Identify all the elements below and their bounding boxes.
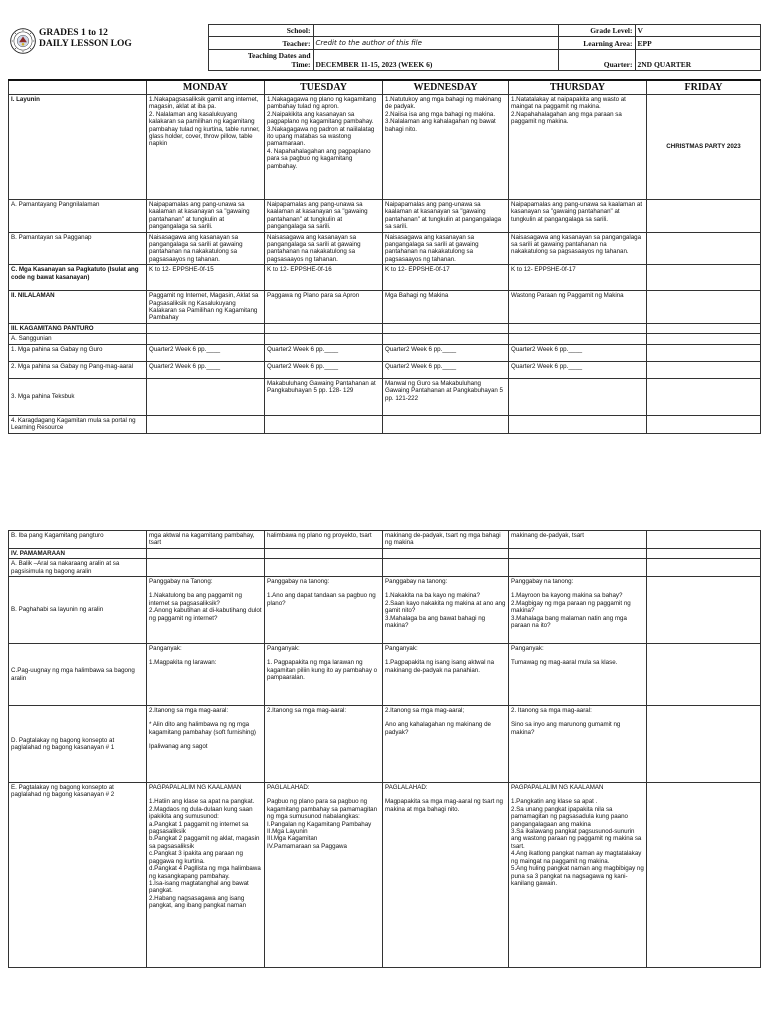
cell-tuesday: [265, 577, 383, 644]
cell-line: 2.Magbigay ng mga paraan ng paggamit ng makina?: [511, 599, 631, 615]
grade-level-value: V: [635, 25, 760, 37]
cell-friday: [647, 344, 761, 361]
cell-line: [511, 791, 644, 798]
cell-friday: [647, 361, 761, 378]
lesson-row: [9, 577, 761, 644]
cell-line: Naipapamalas ang pang-unawa sa kaalaman at kasanayan sa "gawaing pantahanan" at tungkulin at pangangalaga sa sarili.: [511, 201, 643, 223]
row-label: A. Sanggunian: [9, 334, 147, 344]
cell-line: 3.Mahalaga ba ang bawat bahagi ng makina?: [385, 614, 486, 630]
cell-line: Manwal ng Guro sa Makabuluhang Gawaing Pantahanan at Pangkabuhayan 5 pp. 121-222: [385, 379, 504, 402]
cell-line: Naipapamalas ang pang-unawa sa kaalaman at kasanayan sa "gawaing pantahanan" at tungkulin at pangangalaga sa sarili.: [385, 201, 502, 231]
cell-line: IV.Pamamaraan sa Paggawa: [267, 842, 347, 850]
cell-line: 2.Sa unang pangkat ipapakita nila sa pamamagitan ng pagsasadula kung paano pangangalagaan ang makina: [511, 805, 628, 828]
grade-level-label: Grade Level:: [558, 25, 635, 37]
school-label: School:: [208, 25, 313, 37]
lesson-row: [9, 559, 761, 577]
cell-thursday: [509, 378, 647, 415]
lesson-row: [9, 531, 761, 549]
cell-thursday: [509, 577, 647, 644]
cell-line: Naisasagawa ang kasanayan sa pangangalaga sa sarili at gawaing pantahanan na nakakatulong sa pagsasaayos ng tahanan.: [267, 233, 361, 263]
cell-line: 1.Isa-isang magtatanghal ang bawat pangkat.: [149, 879, 249, 895]
cell-monday: [147, 531, 265, 549]
cell-line: a.Pangkat 1 paggamit ng internet sa pagsasaliksik: [149, 820, 249, 836]
cell-line: b.Pangkat 2 paggamit ng aklat, magasin sa pagsasaliksik: [149, 835, 260, 850]
cell-friday: [647, 644, 761, 706]
cell-friday: [647, 323, 761, 333]
cell-friday: [647, 577, 761, 644]
cell-line: Naipapamalas ang pang-unawa sa kaalaman at kasanayan sa "gawaing pantahanan" at tungkulin at pangangalaga sa sarili.: [267, 201, 368, 231]
cell-friday: [647, 291, 761, 324]
cell-line: [385, 585, 506, 592]
teacher-label: Teacher:: [208, 37, 313, 50]
teaching-dates-label: [208, 50, 313, 71]
lesson-row: [9, 644, 761, 706]
teaching-dates-value: DECEMBER 11-15, 2023 (WEEK 6): [313, 50, 558, 71]
cell-line: [511, 585, 644, 592]
learning-area-label: Learning Area:: [558, 37, 635, 50]
cell-monday: [147, 265, 265, 291]
cell-line: Quarter2 Week 6 pp.____: [511, 362, 583, 370]
cell-line: Panggabay na tanong:: [385, 578, 448, 586]
lesson-row: [9, 361, 761, 378]
cell-friday: [647, 415, 761, 433]
lesson-table-page-1: [8, 79, 761, 434]
cell-line: Naisasagawa ang kasanayan sa pangangalaga sa sarili at gawaing pantahanan na nakakatulong sa pagsasaayos ng tahanan.: [385, 233, 479, 263]
cell-line: 2.Napahahalagahan ang mga paraan sa paggamit ng makina.: [511, 110, 622, 126]
row-label: B. Paghahabi sa layunin ng aralin: [9, 577, 147, 644]
cell-thursday: [509, 323, 647, 333]
lesson-row: [9, 291, 761, 324]
cell-tuesday: [265, 548, 383, 558]
cell-line: [511, 652, 644, 659]
cell-line: 2.Naipakikita ang kasanayan sa pagpaplano ng kagamitang pambahay.: [267, 110, 374, 126]
cell-friday: [647, 783, 761, 968]
cell-friday: [647, 95, 761, 200]
cell-tuesday: [265, 783, 383, 968]
cell-line: 3.Mahalaga bang malaman natin ang mga paraan na ito?: [511, 614, 627, 630]
cell-wednesday: [383, 559, 509, 577]
cell-line: Sino sa inyo ang marunong gumamit ng makina?: [511, 721, 621, 736]
cell-thursday: [509, 334, 647, 344]
cell-line: 1.Mayroon ba kayong makina sa bahay?: [511, 592, 623, 600]
cell-line: 1.Magpakita ng larawan:: [149, 659, 217, 667]
day-tuesday: TUESDAY: [265, 80, 383, 95]
cell-thursday: [509, 291, 647, 324]
cell-monday: [147, 548, 265, 558]
cell-thursday: [509, 344, 647, 361]
cell-line: [149, 791, 262, 798]
cell-line: 2.Naiisa isa ang mga bahagi ng makina.: [385, 110, 496, 118]
cell-line: Panganyak:: [267, 645, 300, 653]
cell-wednesday: [383, 548, 509, 558]
cell-line: Pagbuo ng plano para sa pagbuo ng kagamitang pambahay sa pamamagitan ng mga sumusunod nabalangkas:: [267, 798, 378, 821]
row-label: C. Mga Kasanayan sa Pagkatuto (Isulat ang code ng bawat kasanayan): [9, 265, 147, 291]
cell-line: [149, 714, 262, 721]
cell-line: [267, 585, 380, 592]
day-monday: MONDAY: [147, 80, 265, 95]
cell-wednesday: [383, 378, 509, 415]
cell-line: 3.Nakagagawa ng padron at naiilalatag ito upang matabas sa wastong pamamaraan.: [267, 125, 375, 148]
quarter-value: 2ND QUARTER: [635, 50, 760, 71]
cell-tuesday: [265, 361, 383, 378]
cell-line: mga aktwal na kagamitang pambahay, tsart: [149, 532, 255, 547]
cell-thursday: [509, 783, 647, 968]
cell-line: Naisasagawa ang kasanayan sa pangangalaga sa sarili at gawaing pantahanan na nakakatulong sa pagsasaayos ng tahanan.: [149, 233, 243, 263]
cell-line: K to 12- EPPSHE-0f-15: [149, 266, 214, 274]
cell-line: 4. Napahahalagahan ang pagpaplano para sa pagbuo ng kagamitang pambahay.: [267, 147, 371, 170]
cell-wednesday: [383, 95, 509, 200]
cell-line: I.Pangalan ng Kagamitang Pambahay: [267, 820, 372, 828]
day-wednesday: WEDNESDAY: [383, 80, 509, 95]
teaching-dates-label-line-2: Time:: [291, 60, 311, 69]
cell-monday: [147, 200, 265, 233]
cell-line: 3.Nalalaman ang kahalagahan ng bawat bahagi nito.: [385, 118, 496, 133]
cell-line: d.Pangkat 4 Pagllista ng mga halimbawa ng kasangkapang pambahay.: [149, 865, 261, 880]
lesson-row: [9, 323, 761, 333]
cell-line: [267, 652, 380, 659]
cell-tuesday: [265, 706, 383, 783]
teacher-value: Credit to the author of this file: [313, 37, 558, 50]
cell-line: c.Pangkat 3 ipakita ang paraan ng paggawa ng kurtina.: [149, 850, 243, 865]
cell-line: Quarter2 Week 6 pp.____: [267, 345, 339, 353]
cell-line: 4.Ang ikatlong pangkat naman ay magtatalakay ng maingat na paggamit ng makina.: [511, 850, 642, 865]
cell-thursday: [509, 706, 647, 783]
cell-wednesday: [383, 531, 509, 549]
cell-line: Naipapamalas ang pang-unawa sa kaalaman at kasanayan sa "gawaing pantahanan" at tungkulin at pangangalaga sa sarili.: [149, 201, 250, 231]
cell-wednesday: [383, 323, 509, 333]
cell-friday: [647, 531, 761, 549]
cell-wednesday: [383, 361, 509, 378]
cell-thursday: [509, 559, 647, 577]
header-table: [8, 24, 761, 71]
cell-line: III.Mga Kagamitan: [267, 835, 318, 843]
cell-line: 2.Habang nagsasagawa ang isang pangkat, ang ibang pangkat naman: [149, 894, 247, 910]
cell-line: * Alin dito ang halimbawa ng ng mga kagamitang pambahay (soft furnishing): [149, 721, 256, 736]
cell-friday: [647, 334, 761, 344]
cell-line: Ano ang kahalagahan ng makinang de padyak?: [385, 721, 491, 736]
cell-line: [511, 714, 644, 721]
cell-tuesday: [265, 334, 383, 344]
cell-monday: [147, 334, 265, 344]
cell-line: Panggabay na Tanong:: [149, 578, 213, 586]
cell-line: Panganyak:: [385, 645, 418, 653]
cell-line: Panganyak:: [149, 645, 182, 653]
cell-friday: [647, 200, 761, 233]
cell-tuesday: [265, 95, 383, 200]
cell-line: Tumawag ng mag-aaral mula sa klase.: [511, 659, 618, 667]
cell-line: 1. Pagpapakita ng mga larawan ng kagamitan piliin kung ito ay pambahay o pampaaralan.: [267, 659, 378, 682]
cell-line: 1.Hatiin ang klase sa apat na pangkat.: [149, 798, 255, 806]
day-friday: FRIDAY: [647, 80, 761, 95]
cell-thursday: [509, 644, 647, 706]
cell-line: 2.Magdaos ng dula-dulaan kung saan ipakikita ang sumusunod:: [149, 805, 253, 821]
cell-line: 2.Anong kabutihan at di-kabutihang dulot ng paggamit ng internet?: [149, 607, 262, 622]
cell-line: 2. Itanong sa mga mag-aaral:: [511, 707, 592, 715]
cell-wednesday: [383, 415, 509, 433]
cell-monday: [147, 232, 265, 265]
cell-monday: [147, 344, 265, 361]
cell-tuesday: [265, 378, 383, 415]
learning-area-value: EPP: [635, 37, 760, 50]
header-title-block: [8, 25, 208, 71]
lesson-row: [9, 706, 761, 783]
cell-monday: [147, 706, 265, 783]
cell-line: 1.Nakagagawa ng plano ng kagamitang pambahay tulad ng apron.: [267, 96, 377, 111]
cell-line: 1.Ano ang dapat tandaan sa pagbuo ng plano?: [267, 592, 376, 607]
row-label: 3. Mga pahina Teksbuk: [9, 378, 147, 415]
cell-line: 1.Natatalakay at naipapakita ang wasto at maingat na paggamit ng makina.: [511, 96, 626, 111]
cell-line: 2.Itanong sa mga mag-aaral:: [267, 707, 347, 715]
cell-tuesday: [265, 291, 383, 324]
title-line-2: DAILY LESSON LOG: [39, 38, 132, 49]
lesson-row: [9, 265, 761, 291]
cell-wednesday: [383, 334, 509, 344]
title-line-1: GRADES 1 to 12: [39, 27, 108, 38]
lesson-row: [9, 344, 761, 361]
cell-wednesday: [383, 344, 509, 361]
row-label: B. Iba pang Kagamitang pangturo: [9, 531, 147, 549]
cell-line: Quarter2 Week 6 pp.____: [267, 362, 339, 370]
cell-thursday: [509, 232, 647, 265]
cell-monday: [147, 361, 265, 378]
cell-line: [385, 652, 506, 659]
cell-monday: [147, 323, 265, 333]
cell-wednesday: [383, 783, 509, 968]
cell-tuesday: [265, 415, 383, 433]
row-label: A. Pamantayang Pangnilalaman: [9, 200, 147, 233]
row-label: 2. Mga pahina sa Gabay ng Pang-mag-aaral: [9, 361, 147, 378]
cell-line: K to 12- EPPSHE-0f-17: [511, 266, 576, 274]
cell-line: Makabuluhang Gawaing Pantahanan at Pangkabuhayan 5 pp. 128- 129: [267, 379, 376, 395]
cell-line: 1.Nakapagsasaliksik gamit ang internet, magasin, aklat at iba pa.: [149, 96, 259, 111]
cell-friday: [647, 265, 761, 291]
lesson-table-page-2: [8, 530, 761, 968]
cell-thursday: [509, 361, 647, 378]
cell-line: CHRISTMAS PARTY 2023: [666, 143, 741, 151]
cell-line: [149, 585, 262, 592]
cell-friday: [647, 548, 761, 558]
cell-wednesday: [383, 265, 509, 291]
cell-tuesday: [265, 265, 383, 291]
cell-wednesday: [383, 577, 509, 644]
cell-line: 2.Itanong sa mga mag-aaral:: [149, 707, 229, 715]
cell-line: Quarter2 Week 6 pp.____: [149, 362, 221, 370]
cell-line: Paggamit ng Internet, Magasin, Aklat sa Pagsasaliksik ng Kasalukuyang Kalakaran sa Pamilihan ng Kagamitang Pambahay: [149, 292, 259, 322]
cell-line: Panggabay na tanong:: [267, 578, 330, 586]
cell-tuesday: [265, 232, 383, 265]
cell-line: [149, 652, 262, 659]
cell-line: PAGPAPALALIM NG KAALAMAN: [511, 784, 604, 792]
lesson-row: [9, 783, 761, 968]
cell-line: PAGLALAHAD:: [267, 784, 310, 792]
day-thursday: THURSDAY: [509, 80, 647, 95]
cell-line: 3.Sa ikalawang pangkat pagsusunod-sunurin ang wastong paraan ng paggamit ng makina sa tsart.: [511, 828, 642, 850]
lesson-log-page-2: [0, 530, 768, 968]
cell-monday: [147, 378, 265, 415]
row-label: I. Layunin: [9, 95, 147, 200]
cell-friday: [647, 378, 761, 415]
cell-monday: [147, 95, 265, 200]
cell-thursday: [509, 415, 647, 433]
cell-wednesday: [383, 200, 509, 233]
cell-thursday: [509, 95, 647, 200]
row-label: D. Pagtalakay ng bagong konsepto at paglalahad ng bagong kasanayan # 1: [9, 706, 147, 783]
cell-line: 2.Itanong sa mga mag-aaral;: [385, 707, 465, 715]
cell-wednesday: [383, 706, 509, 783]
day-header-corner: [9, 80, 147, 95]
row-label: A. Balik –Aral sa nakaraang aralin at sa pagsisimula ng bagong aralin: [9, 559, 147, 577]
deped-seal-icon: [10, 28, 36, 54]
cell-line: K to 12- EPPSHE-0f-17: [385, 266, 450, 274]
cell-line: Paggawa ng Plano para sa Apron: [267, 292, 360, 300]
cell-line: Panggabay na tanong:: [511, 578, 574, 586]
cell-line: [267, 791, 380, 798]
cell-line: 1.Pagpapakita ng isang isang aktwal na makinang de-padyak na panahian.: [385, 659, 495, 674]
day-header-row: [9, 80, 761, 95]
lesson-row: [9, 415, 761, 433]
cell-line: PAGPAPALALIM NG KAALAMAN: [149, 784, 242, 792]
cell-tuesday: [265, 344, 383, 361]
cell-thursday: [509, 265, 647, 291]
cell-tuesday: [265, 323, 383, 333]
row-label: II. NILALAMAN: [9, 291, 147, 324]
row-label: 4. Karagdagang Kagamitan mula sa portal ng Learning Resource: [9, 415, 147, 433]
cell-wednesday: [383, 291, 509, 324]
cell-line: Quarter2 Week 6 pp.____: [385, 362, 457, 370]
cell-line: 2. Nalalaman ang kasalukuyang kalakaran sa pamilihan ng kagamitang pambahay tulad ng kurtina, table runner, glass holder, cover, throw pillow, table napkin: [149, 110, 260, 148]
row-label: C.Pag-uugnay ng mga halimbawa sa bagong aralin: [9, 644, 147, 706]
cell-line: K to 12- EPPSHE-0f-16: [267, 266, 332, 274]
cell-monday: [147, 559, 265, 577]
cell-line: halimbawa ng plano ng proyekto, tsart: [267, 532, 372, 539]
cell-line: makinang de-padyak, tsart: [511, 532, 584, 539]
cell-line: PAGLALAHAD:: [385, 784, 428, 792]
lesson-log-page-1: [0, 24, 768, 434]
cell-thursday: [509, 200, 647, 233]
cell-friday: [647, 706, 761, 783]
cell-line: Mga Bahagi ng Makina: [385, 292, 449, 300]
school-value: [313, 25, 558, 37]
cell-tuesday: [265, 644, 383, 706]
cell-monday: [147, 644, 265, 706]
cell-line: 1.Nakakita na ba kayo ng makina?: [385, 592, 480, 600]
cell-monday: [147, 783, 265, 968]
cell-line: II.Mga Layunin: [267, 828, 308, 836]
cell-line: Panganyak:: [511, 645, 544, 653]
cell-friday: [647, 232, 761, 265]
quarter-label: Quarter:: [558, 50, 635, 71]
cell-tuesday: [265, 531, 383, 549]
cell-line: Quarter2 Week 6 pp.____: [149, 345, 221, 353]
cell-line: Wastong Paraan ng Paggamit ng Makina: [511, 292, 624, 300]
cell-monday: [147, 415, 265, 433]
lesson-row: [9, 232, 761, 265]
row-label: B. Pamantayan sa Pagganap: [9, 232, 147, 265]
cell-tuesday: [265, 200, 383, 233]
cell-line: 1.Nakatulong ba ang paggamit ng internet sa pagsasaliksik?: [149, 592, 242, 607]
cell-line: Quarter2 Week 6 pp.____: [385, 345, 457, 353]
cell-thursday: [509, 531, 647, 549]
lesson-row: [9, 378, 761, 415]
cell-line: Quarter2 Week 6 pp.____: [511, 345, 583, 353]
row-label: IV. PAMAMARAAN: [9, 548, 147, 558]
cell-line: 1.Pangkatin ang klase sa apat .: [511, 798, 598, 806]
lesson-row: [9, 548, 761, 558]
cell-thursday: [509, 548, 647, 558]
row-label: E. Pagtalakay ng bagong konsepto at paglalahad ng bagong kasanayan # 2: [9, 783, 147, 968]
cell-line: Magpapakita sa mga mag-aaral ng tsart ng makina at mga bahagi nito.: [385, 798, 503, 813]
cell-line: Ipaliwanag ang sagot: [149, 743, 208, 751]
cell-line: 2.Saan kayo nakakita ng makina at ano ang gamit nito?: [385, 599, 506, 615]
row-label: 1. Mga pahina sa Gabay ng Guro: [9, 344, 147, 361]
cell-monday: [147, 577, 265, 644]
row-label: III. KAGAMITANG PANTURO: [9, 323, 147, 333]
cell-line: [149, 736, 262, 743]
lesson-row: [9, 200, 761, 233]
cell-line: Naisasagawa ang kasanayan sa pangangalaga sa sarili at gawaing pantahanan na nakakatulong sa pagsasaayos ng tahanan.: [511, 233, 642, 256]
lesson-row: [9, 95, 761, 200]
cell-wednesday: [383, 232, 509, 265]
cell-line: 1.Natutukoy ang mga bahagi ng makinang de padyak.: [385, 96, 502, 111]
cell-wednesday: [383, 644, 509, 706]
cell-line: [385, 714, 506, 721]
cell-line: makinang de-padyak, tsart ng mga bahagi ng makina: [385, 532, 501, 547]
lesson-row: [9, 334, 761, 344]
teaching-dates-label-line-1: Teaching Dates and: [247, 51, 311, 60]
cell-friday: [647, 559, 761, 577]
cell-tuesday: [265, 559, 383, 577]
cell-monday: [147, 291, 265, 324]
cell-line: 5.Ang huling pangkat naman ang magbibigay ng puna sa 3 pangkat na nagsagawa ng kani-kanilang gawain.: [511, 865, 644, 887]
cell-line: [385, 791, 506, 798]
